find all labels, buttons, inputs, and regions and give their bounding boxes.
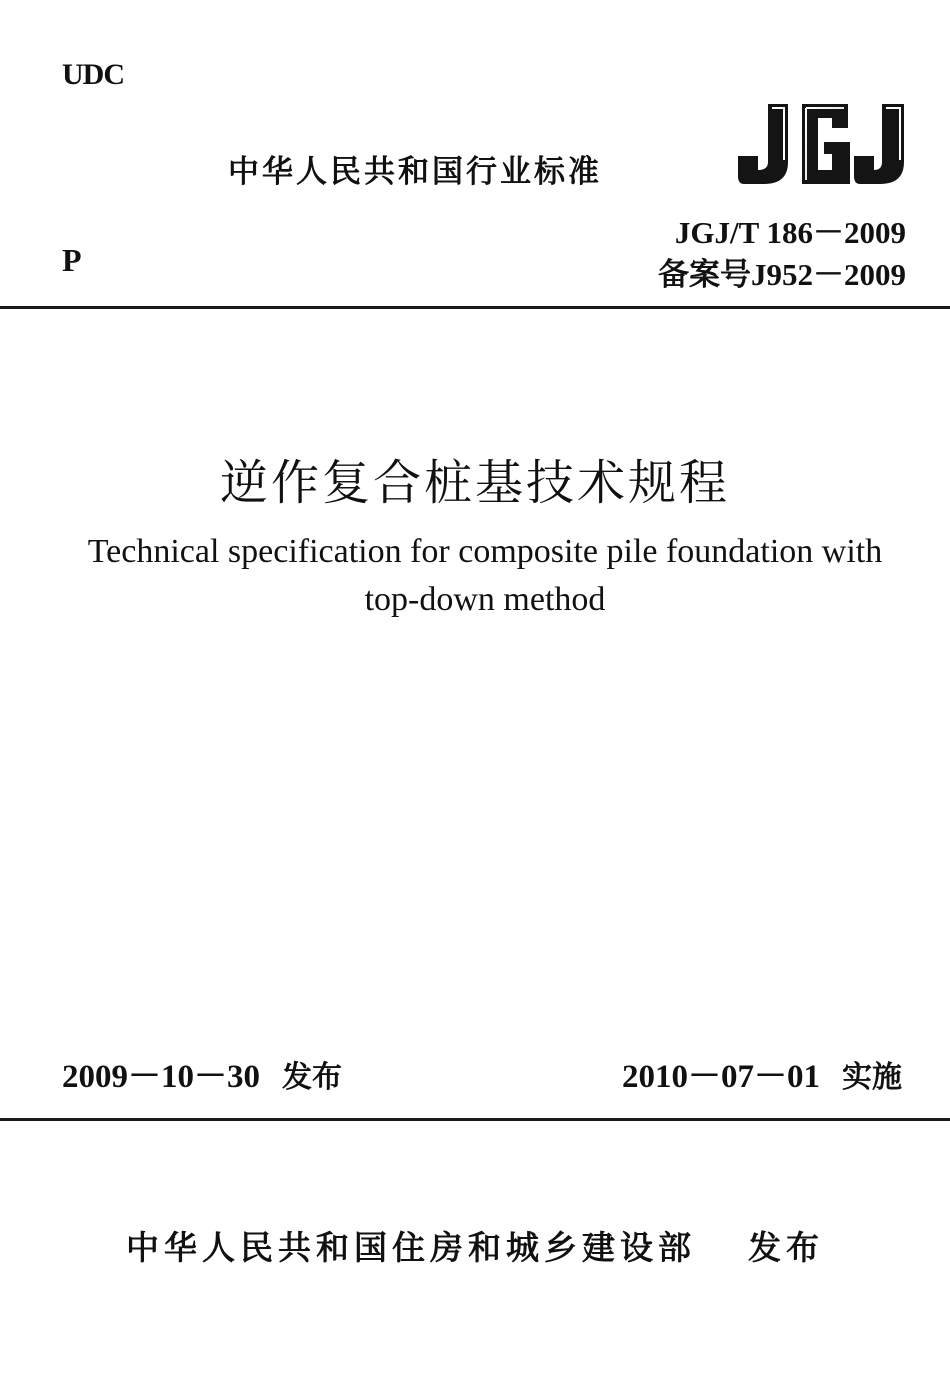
issue-date-block (62, 1050, 342, 1097)
classification-letter: P (62, 242, 82, 278)
standard-code-block (658, 212, 906, 296)
title-english-line2: top-down method (364, 581, 606, 618)
implementation-label: 实施 (842, 1060, 902, 1095)
title-chinese: 逆作复合桩基技术规程 (219, 455, 730, 511)
publisher-line (0, 1222, 950, 1269)
title-english (40, 528, 930, 624)
issue-date: 2009－10－30 (62, 1059, 260, 1095)
implementation-date: 2010－07－01 (622, 1059, 820, 1095)
publisher-name: 中华人民共和国住房和城乡建设部 (126, 1228, 696, 1267)
top-divider (0, 306, 950, 309)
publisher-action: 发布 (748, 1228, 824, 1267)
standard-type: 中华人民共和国行业标准 (228, 154, 602, 190)
udc-label: UDC (62, 58, 124, 91)
bottom-divider (0, 1118, 950, 1121)
implementation-date-block (622, 1050, 902, 1097)
record-number: 备案号J952－2009 (658, 257, 906, 292)
title-english-line1: Technical specification for composite pile foundation with (87, 533, 883, 570)
issue-label: 发布 (282, 1060, 342, 1095)
standard-code: JGJ/T 186－2009 (674, 215, 906, 250)
jgj-logo (736, 100, 911, 188)
